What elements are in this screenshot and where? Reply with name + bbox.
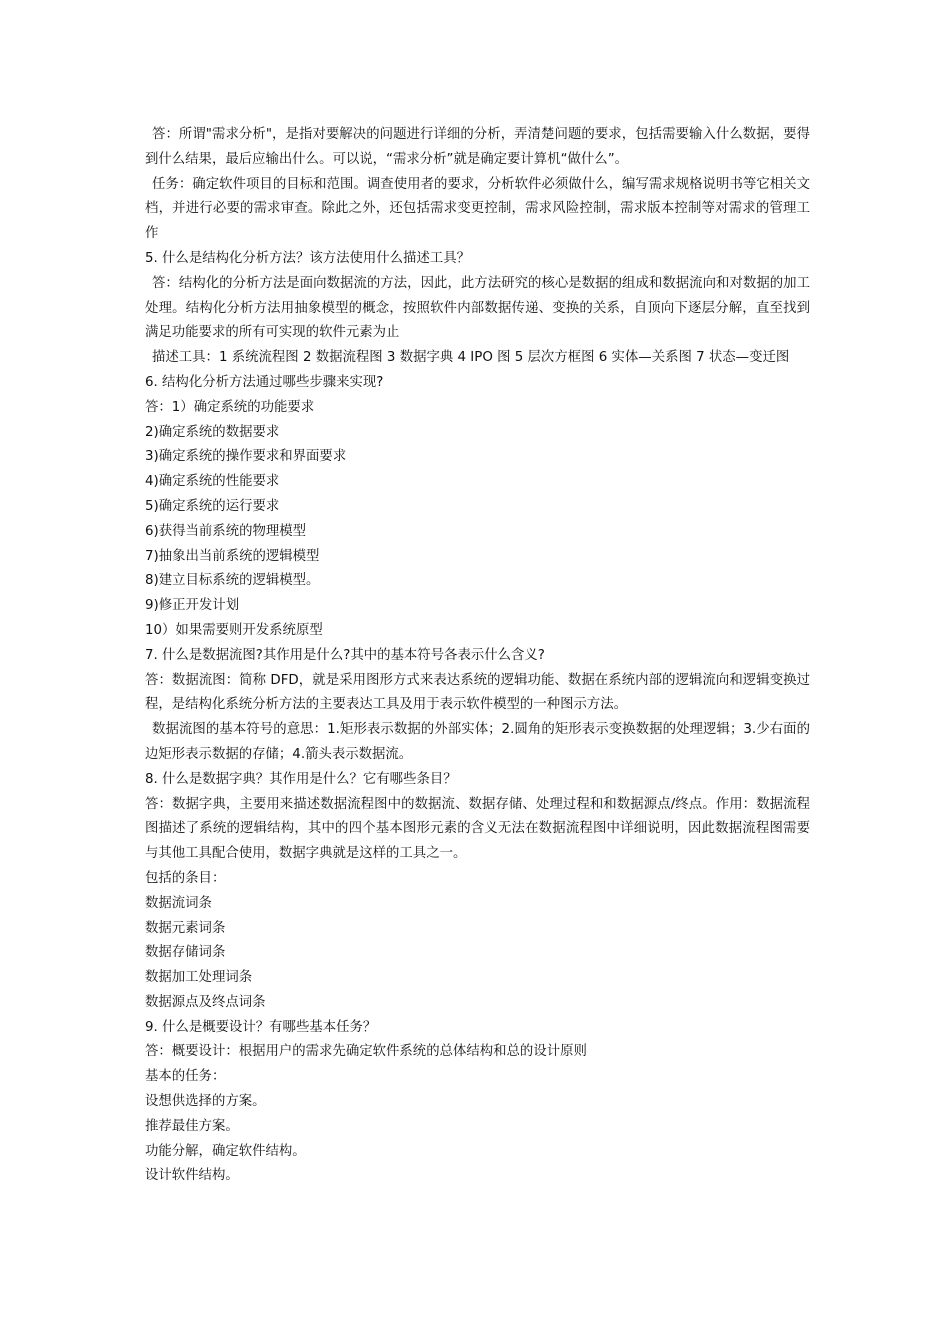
list-item: 答：1）确定系统的功能要求 bbox=[145, 399, 315, 415]
list-item: 数据加工处理词条 bbox=[145, 970, 253, 986]
question-heading: 7. 什么是数据流图?其作用是什么?其中的基本符号各表示什么含义? bbox=[145, 647, 545, 663]
answer-paragraph: 答：所谓"需求分析"，是指对要解决的问题进行详细的分析，弄清楚问题的要求，包括需要输入什么数据，要得到什么结果，最后应输出什么。可以说，“需求分析”就是确定要计算机“做什么”。 bbox=[145, 127, 810, 167]
document-body bbox=[145, 123, 810, 1189]
list-item: 2)确定系统的数据要求 bbox=[145, 424, 280, 440]
list-item: 数据存储词条 bbox=[145, 945, 226, 961]
list-item: 数据流词条 bbox=[145, 895, 212, 911]
answer-paragraph: 数据流图的基本符号的意思：1.矩形表示数据的外部实体；2.圆角的矩形表示变换数据的处理逻辑；3.少右面的边矩形表示数据的存储；4.箭头表示数据流。 bbox=[145, 722, 810, 762]
list-item: 7)抽象出当前系统的逻辑模型 bbox=[145, 548, 320, 564]
answer-paragraph: 描述工具：1 系统流程图 2 数据流程图 3 数据字典 4 IPO 图 5 层次方框图 6 实体—关系图 7 状态—变迁图 bbox=[152, 350, 790, 366]
question-heading: 9. 什么是概要设计？有哪些基本任务？ bbox=[145, 1019, 377, 1035]
list-item: 数据元素词条 bbox=[145, 920, 226, 936]
list-item: 设计软件结构。 bbox=[145, 1168, 239, 1184]
question-heading: 6. 结构化分析方法通过哪些步骤来实现? bbox=[145, 374, 384, 390]
answer-paragraph: 答：结构化的分析方法是面向数据流的方法，因此，此方法研究的核心是数据的组成和数据流向和对数据的加工处理。结构化分析方法用抽象模型的概念，按照软件内部数据传递、变换的关系，自顶向下逐层分解，直至找到满足功能要求的所有可实现的软件元素为止 bbox=[145, 275, 810, 341]
answer-paragraph: 答：概要设计：根据用户的需求先确定软件系统的总体结构和总的设计原则 bbox=[145, 1044, 587, 1060]
list-heading: 包括的条目： bbox=[145, 870, 226, 886]
list-item: 数据源点及终点词条 bbox=[145, 994, 266, 1010]
list-item: 10）如果需要则开发系统原型 bbox=[145, 622, 323, 638]
list-item: 8)建立目标系统的逻辑模型。 bbox=[145, 573, 320, 589]
list-item: 功能分解，确定软件结构。 bbox=[145, 1143, 306, 1159]
answer-paragraph: 任务：确定软件项目的目标和范围。调查使用者的要求，分析软件必须做什么，编写需求规格说明书等它相关文档，并进行必要的需求审查。除此之外，还包括需求变更控制，需求风险控制，需求版本控制等对需求的管理工作 bbox=[145, 176, 810, 242]
answer-paragraph: 答：数据字典，主要用来描述数据流程图中的数据流、数据存储、处理过程和和数据源点/终点。作用：数据流程图描述了系统的逻辑结构，其中的四个基本图形元素的含义无法在数据流程图中详细说明，因此数据流程图需要与其他工具配合使用，数据字典就是这样的工具之一。 bbox=[145, 796, 810, 862]
list-heading: 基本的任务： bbox=[145, 1069, 226, 1085]
list-item: 9)修正开发计划 bbox=[145, 598, 240, 614]
question-heading: 8. 什么是数据字典？其作用是什么？它有哪些条目？ bbox=[145, 771, 457, 787]
list-item: 5)确定系统的运行要求 bbox=[145, 498, 280, 514]
question-heading: 5. 什么是结构化分析方法？该方法使用什么描述工具？ bbox=[145, 250, 471, 266]
list-item: 6)获得当前系统的物理模型 bbox=[145, 523, 307, 539]
answer-paragraph: 答：数据流图：简称 DFD，就是采用图形方式来表达系统的逻辑功能、数据在系统内部的逻辑流向和逻辑变换过程，是结构化系统分析方法的主要表达工具及用于表示软件模型的一种图示方法。 bbox=[145, 672, 810, 713]
list-item: 3)确定系统的操作要求和界面要求 bbox=[145, 449, 347, 465]
list-item: 设想供选择的方案。 bbox=[145, 1094, 266, 1110]
list-item: 推荐最佳方案。 bbox=[145, 1118, 239, 1134]
list-item: 4)确定系统的性能要求 bbox=[145, 474, 280, 490]
